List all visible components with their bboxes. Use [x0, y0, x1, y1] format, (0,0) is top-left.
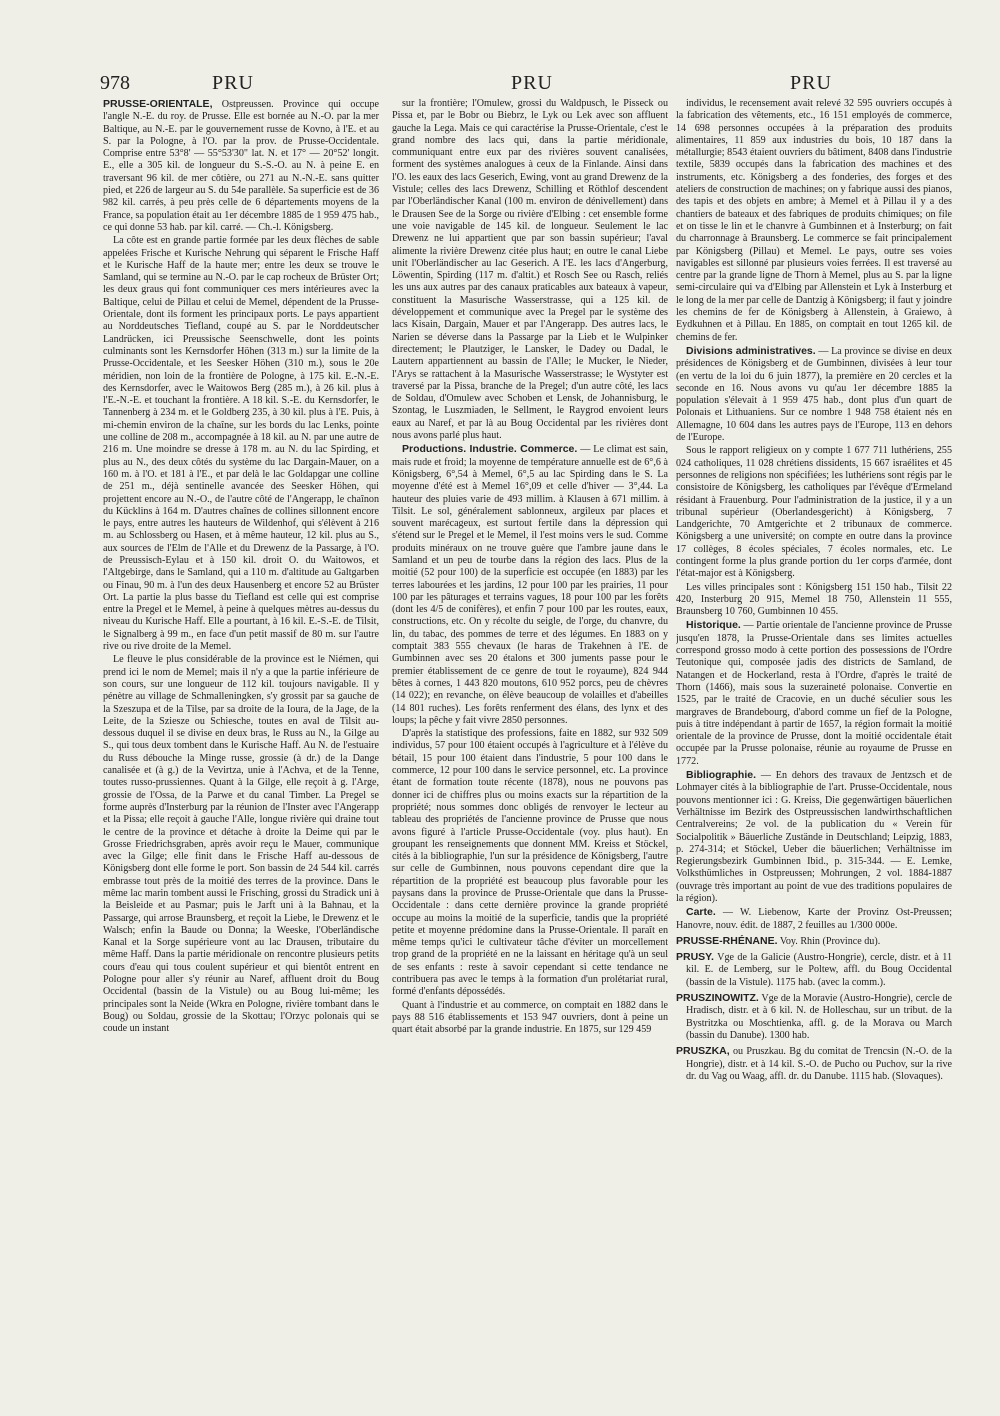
paragraph-text: — En dehors des travaux de Jentzsch et de Lohmayer cités à la bibliographie de l'art. Prusse-Occidentale, nous pouvons mentionner ici : G. Kreiss, Die gegenwärtigen bäuerlichen Verhältnisse im Bezirk des Ostpreussischen landwirthschaftlichen Centralvereins; 2e vol. de la publication du « Verein für Socialpolitik » Bäuerliche Zustände in Deutschland; Leipzig, 1883, p. 274-314; et Stöckel, Ueber die bäuerlichen; Verhältnisse im Regierungsbezirk Gumbinnen Ibid., p. 315-344. — E. Lemke, Volksthümliches in Ostpreussen; Mohrungen, 2 vol. 1884-1887 (ouvrage très important au point de vue des traditions populaires de la région).: [676, 770, 952, 904]
headword-left: PRU: [212, 72, 254, 94]
paragraph-text: — La province se divise en deux présidences de Königsberg et de Gumbinnen, divisées à leur tour (en vertu de la loi du 6 juin 1877), la première en 20 cercles et la seconde en 16. Nous avons vu qu'au 1er décembre 1885 la population s'élevait à 1 959 475 hab., dont plus d'un quart de Polonais et Lithuaniens. Sur ce nombre 1 948 758 étaient nés en Allemagne, 10 604 dans les autres pays de l'Europe, 113 en dehors de l'Europe.: [676, 345, 952, 444]
entry-headword: PRUSZINOWITZ.: [676, 992, 759, 1005]
paragraph: [103, 98, 379, 234]
paragraph: [392, 728, 668, 999]
paragraph: [392, 443, 668, 727]
paragraph: [676, 582, 952, 619]
paragraph-text: — W. Liebenow, Karte der Provinz Ost-Preussen; Hanovre, nouv. édit. de 1887, 2 feuilles au 1/300 000e.: [676, 907, 952, 931]
paragraph-text: D'après la statistique des professions, faite en 1882, sur 932 509 individus, 57 pour 100 étaient occupés à l'agriculture et à l'élève du bétail, 15 pour 100 étaient dans l'industrie, 5 pour 100 dans le commerce, 12 pour 100 dans le service personnel, etc. La province étant de formation toute récente (1878), nous ne pouvons pas donner ici de chiffres plus ou moins exacts sur la répartition de la propriété; nous sommes donc obligés de renvoyer le lecteur au tableau des propriétés de l'ancienne province de Prusse que nous avons figuré à l'article Prusse-Occidentale (voy. plus haut). En groupant les renseignements que donnent MM. Kreiss et Stöckel, cités à la bibliographie, l'un sur la présidence de Königsberg, l'autre sur celle de Gumbinnen, nous pouvons cependant dire que la répartition de la propriété est beaucoup plus favorable pour les paysans dans la province de Prusse-Orientale que dans la Prusse-Occidentale : dans cette dernière province la grande propriété occupe au moins la moitié de la superficie, tandis que la propriété petite et moyenne prédomine dans la Prusse-Orientale. Il paraît en même temps qu'ici le cultivateur tâche d'éviter un morcellement trop grand de la propriété en ne la laissant en héritage qu'à un seul de ses enfants : reste à savoir cependant si cette tendance ne contribuera pas avec le temps à la formation d'un prolétariat rural, formé d'enfants dépossédés.: [392, 728, 668, 998]
paragraph-text: sur la frontière; l'Omulew, grossi du Waldpusch, le Pisseck ou Pissa et, par le Bobr ou Biebrz, le Lyk ou Lek avec son affluent gauche la Lega. Mais ce qui caractérise la Prusse-Orientale, c'est le grand nombre des lacs qui, dans la partie méridionale, communiquant entre eux par des rivières souvent canalisées, forment des systèmes analogues à ceux de la Finlande. Ainsi dans l'O. les eaux des lacs Geserich, Ewing, vont au grand Drewenz de la Vistule; celles des lacs Drewenz, Schilling et Röthlof descendent par l'Oberländischer Kanal (100 m. environ de dénivellement) dans le Drausen See de la Sorge ou rivière d'Elbing : cet ensemble forme une voie navigable de 145 kil. de longueur. Seulement le lac Drewenz ne lui appartient que par son bassin supérieur; l'aval alimente la rivière Drewenz citée plus haut; en outre le canal Liebe unit l'Oberländischer au lac Geserich. A l'E. les lacs d'Angerburg, Löwentin, Spirding (117 m. d'altit.) et Rosch See ou Rasch, reliés les uns aux autres par des canaux praticables aux bateaux à vapeur, constituent la Masurische Wasserstrasse, qui a 125 kil. de développement et communique avec la Pregel par le système des lacs Kisain, Dargain, Mauer et par l'Angerapp. Des autres lacs, le Narien se déverse dans la Passarge par la Lieb et le Wulpinker directement; le Plautziger, le Lansker, le Dadey ou Dadal, le Lautern appartiennent au bassin de l'Alle; le Mucker, le Nieder, l'Arys se rattachent à la Masurische Wasserstrasse; le Wystyter est traversé par la Pissa, branche de la Pregel; d'un autre côté, les lacs de Soldau, d'Omulew avec Schoben et Lensk, de Johannisburg, le Szontag, le Luszmiaden, le Sellment, le Raygrod envoient leurs eaux au Naref, et par là au Boug Occidental par les rivières dont nous avons parlé plus haut.: [392, 98, 668, 442]
page-number: 978: [100, 72, 130, 94]
text-column-right: [676, 98, 952, 1368]
paragraph: [103, 654, 379, 1035]
paragraph-text: Vge de la Moravie (Austro-Hongrie), cercle de Hradisch, distr. et à 6 kil. N. de Holleschau, sur un tribut. de la Bystritzka ou Moschtienka, affl. g. de la Morava ou March (bassin du Danube). 1300 hab.: [686, 993, 952, 1041]
paragraph: [676, 345, 952, 444]
entry-headword: PRUSY.: [676, 951, 714, 964]
paragraph: [103, 235, 379, 653]
paragraph-text: — Le climat est sain, mais rude et froid; la moyenne de température annuelle est de 6°,6 à Königsberg, 6°,54 à Memel, 6°,5 au lac Spirding dans le S. La moyenne d'été est à Memel 16°,09 et celle d'hiver — 3°,44. La hauteur des pluies varie de 493 millim. à Klausen à 671 millim. à Tilsit. Le sol, généralement sablonneux, argileux par places et souvent marécageux, est surtout fertile dans la dépression qui s'étend sur le Pregel et le Memel, il l'est moins vers le sud. Comme produits minéraux on ne trouve guère que l'ambre jaune dans le Samland et un peu de tourbe dans la région des lacs. Plus de la moitié (52 pour 100) de la superficie est occupée (en 1883) par les terres labourées et les jardins, 12 pour 100 par les prairies, 11 pour 100 par les pâturages et terrains vagues, 18 pour 100 par les forêts (dont les 4/5 de conifères), et enfin 7 pour 100 par les routes, eaux, constructions, etc. On y récolte du seigle, de l'orge, du chanvre, du lin, du tabac, des pommes de terre et des légumes. En 1883 on y comptait 383 555 chevaux (le haras de Trakehnen à l'E. de Gumbinnen avec ses 20 étalons et 300 juments passe pour le premier établissement de ce genre de tout le royaume), 824 944 bêtes à cornes, 1 443 820 moutons, 610 952 porcs, peu de chèvres (14 022); en revanche, on élève beaucoup de volailles et d'abeilles (14 801 ruches). Les forêts renferment des élans, des lynx et des loups; la pêche y fait vivre 2850 personnes.: [392, 444, 668, 726]
paragraph-text: — Partie orientale de l'ancienne province de Prusse jusqu'en 1878, la Prusse-Orientale dans ses limites actuelles correspond grosso modo à cette portion des possessions de l'Ordre Teutonique qui, composée jadis des districts de Samland, de Natangen et de Hockerland, resta à l'Ordre, d'après le traité de Thorn (1466), mais sous la suzeraineté polonaise. Convertie en 1525, par le traité de Cracovie, en un duché séculier sous les margraves de Brandebourg, d'abord comme un fief de la Pologne, puis à titre indépendant à partir de 1657, la région formait la moitié orientale de la province de Prusse, dont la moitié occidentale était occupée par la Prusse polonaise, réunie au royaume de Prusse en 1772.: [676, 620, 952, 767]
paragraph-text: Ostpreussen. Province qui occupe l'angle N.-E. du roy. de Prusse. Elle est bornée au N.-O. par la mer Baltique, au N.-E. par le gouvernement russe de Kovno, à l'E. et au S. par la Pologne, à l'O. par la prov. de Prusse-Occidentale. Comprise entre 53°8' — 55°53'30" lat. N. et 17° — 20°52' longit. E., elle a 305 kil. de longueur du S.-S.-O. au N. à peine E. en traversant 96 kil. de mer côtière, ou 271 au N.-N.-E. sans quitter pied, et 226 de largeur au S. du 54e parallèle. Sa superficie est de 36 982 kil. carrés, à peu près celle de 6 départements moyens de la France, sa population était au 1er décembre 1885 de 1 959 475 hab., ce qui donne 53 hab. par kil. carré. — Ch.-l. Königsberg.: [103, 99, 379, 233]
paragraph: [676, 445, 952, 580]
paragraph-text: Sous le rapport religieux on y compte 1 677 711 luthériens, 255 024 catholiques, 11 028 chrétiens dissidents, 15 667 israélites et 45 personnes de religions non spécifiées; les luthériens sont régis par le consistoire de Königsberg, les catholiques par l'évêque d'Ermeland résidant à Frauenburg. Pour l'administration de la justice, il y a un tribunal supérieur (Oberlandesgericht) à Königsberg, 7 Landgerichte, 70 Amtgerichte et 2 tribunaux de commerce. Königsberg a une université; on compte en outre dans la province 17 collèges, 8 écoles spéciales, 7 écoles normales, etc. Le contingent forme la plus grande portion du 1er corps d'armée, dont l'état-major est à Königsberg.: [676, 445, 952, 580]
paragraph: [392, 98, 668, 442]
paragraph: [676, 98, 952, 344]
running-header: [0, 64, 1000, 94]
paragraph-text: Le fleuve le plus considérable de la province est le Niémen, qui prend ici le nom de Memel; mais il n'y a que la partie inférieure de son cours, sur une longueur de 112 kil. toujours navigable. Il y pénètre au village de Schmalleningken, s'y grossit par sa gauche de la Szeszupa et de la Tilse, par sa droite de la Ioura, de la Jage, de la Leite, de la Sziesze ou Schiesche, toutes en aval de Tilsit au-dessous duquel il se divise en deux bras, le Russ au N., la Gilge au S., qui tous deux tombent dans le Kurische Haff. Au N. de l'estuaire du Russ débouche la Minge russe, grossie (à dr.) de la Dange canalisée et (à g.) de la Vevirtza, unie à l'Achva, et de la Tenne, toutes russo-prussiennes. Quant à la Gilge, elle reçoit à g. l'Arge, grossie de l'Ossa, de la Parwe et du canal Timber. La Pregel se forme auprès d'Insterburg par la réunion de l'Inster avec l'Angerapp et la Pissa; elle reçoit à gauche l'Alle, longue rivière qui draine tout le centre de la province et détache à droite la Deime qui par le Grosse Friedrichsgraben, après avoir reçu le Mauer, communique avec la Gilge; elle finit dans le Frische Haff au-dessous de Königsberg dont elle forme le port. Son bassin de 24 544 kil. carrés embrasse tout près de la moitié des terres de la province. Dans le même lac marin tombent aussi le Frisching, grossi du Stradick uni à la Beisleide et au Pasmar; puis le Jarft uni à la Bahnau, et la Passarge, qui arrose Braunsberg, et reçoit la Liebe, le Drewenz et le Walsch; enfin la Baude ou Donna; la Weeske, l'Oberländische Kanal et la Sorge supérieure vont au lac Drausen, tributaire du même Haff. Dans la partie méridionale on rencontre plusieurs petits cours d'eau qui tous coulent supérieur et qui bientôt entrent en Pologne pour aller s'y réunir au Naref, affluent droit du Boug Occidental (bassin de la Vistule) ou au Boug lui-même; les principales sont la Neide (Wkra en Pologne, rivière tombant dans le Boug) ou Soldau, grossie de la Skottau; l'Orzyc polonais qui se coude un instant: [103, 654, 379, 1035]
dictionary-entry: [676, 992, 952, 1042]
text-column-left: [103, 98, 379, 1368]
headword-right: PRU: [790, 72, 832, 94]
paragraph: [676, 619, 952, 768]
entry-headword: Productions. Industrie. Commerce.: [402, 443, 578, 456]
entry-headword: PRUSSE-ORIENTALE,: [103, 98, 213, 110]
dictionary-entry: [676, 935, 952, 948]
entry-headword: PRUSZKA,: [676, 1045, 730, 1058]
paragraph-text: Voy. Rhin (Province du).: [777, 935, 881, 947]
dictionary-entry: [676, 1045, 952, 1083]
entry-headword: Divisions administratives.: [686, 344, 816, 357]
paragraph-text: individus, le recensement avait relevé 32 595 ouvriers occupés à la fabrication des vêtements, etc., 16 151 employés de commerce, 14 698 personnes occupées à la préparation des produits alimentaires, 11 859 aux industries du bois, 10 187 dans la métallurgie; 8543 étaient ouvriers du bâtiment, 8408 dans l'industrie textile, 5839 occupés dans la fabrication des machines et des instruments, etc. Königsberg a des fonderies, des forges et des ateliers de construction de machines; on y fabrique aussi des pianos, des tapis et des objets en ambre; à Memel et à Pillau il y a des chantiers de bateaux et des fabriques de produits chimiques; on file et on tisse le lin et le chanvre à Gumbinnen et à Insterburg; on fait du charronnage à Braunsberg. Le commerce se fait principalement par Königsberg (Pillau) et Memel. Le pays, outre ses voies navigables est sillonné par plusieurs voies ferrées. Il est traversé au centre par la grande ligne de Thorn à Memel, plus au S. par la ligne semi-circulaire qui va d'Elbing par Allenstein et Lyk à Insterburg et le long de la mer par celle de Dantzig à Königsberg; il faut y joindre les chemins de fer de Königsberg à Allenstein, à Graiewo, à Eydkuhnen et à Pillau. En 1885, on comptait en tout 1265 kil. de chemins de fer.: [676, 98, 952, 343]
entry-headword: Bibliographie.: [686, 769, 757, 782]
paragraph: [392, 1000, 668, 1037]
paragraph-text: Quant à l'industrie et au commerce, on comptait en 1882 dans le pays 88 516 établissements et 153 947 ouvriers, dont à peine un quart était absorbé par la grande industrie. En 1875, sur 129 459: [392, 999, 668, 1036]
entry-headword: PRUSSE-RHÉNANE.: [676, 934, 778, 947]
dictionary-entry: [676, 951, 952, 989]
headword-center: PRU: [511, 72, 553, 94]
paragraph-text: La côte est en grande partie formée par les deux flèches de sable appelées Frische et Kurische Nehrung qui séparent le Frische Haff et le Kurische Haff de la haute mer; entre les deux se trouve le Samland, qui se termine au N.-O. par le cap rocheux de Brüster Ort; les deux graus qui font communiquer ces mers intérieures avec la Baltique, celui de Pillau et celui de Memel, dépendent de la Prusse-Orientale, dont ils forment les principaux ports. Le pays appartient au Norddeutsches Tiefland, coupé au S. par le Norddeutscher Landrücken, ici Preussische Seenschwelle, dont les points culminants sont les Kernsdorfer Höhen (313 m.) sur la limite de la Prusse-Occidentale, et les Seesker Höhen (310 m.), sous le 20e méridien, non loin de la frontière de Pologne, à 175 kil. E.-N.-E. des Kernsdorfer, avec le Waitowos Berg (285 m.), à 26 kil. plus à l'E.-N.-E. et touchant la frontière. A 18 kil. S.-E. du Kernsdorfer, le Tannenberg à 234 m. et le Goldberg 235, à 30 kil. plus à l'E. Puis, à mi-chemin environ de la chaîne, sur les bords du lac Lenks, pointe une colline de 208 m., accompagnée à 18 kil. au N. par une autre de 216 m. Une moindre se dresse à 178 m. au N. du lac Spirding, et plus au N., des deux côtés du système du lac Dargain-Mauer, on a 160 m. à l'O. et 181 à l'E., et par delà le lac Goldapgar une colline de 251 m., déjà sentinelle avancée des Seesker Höhen, qui projettent encore au N.-O., de l'autre côté de l'Angerapp, le chaînon du Kücklins à 164 m. D'autres chaînes de collines sillonnent encore le pays, entre autres les hauteurs de Wildenhof, qui s'élèvent à 216 m. au Schlossberg ou Hasen, et à même hauteur, 12 kil. plus au S., aux sources de l'Elm de l'Alle et du Drewenz de la Passarge, à l'O. de Preussisch-Eylau et à 150 kil. droit O. du Waitowos, et l'Altgebirge, dans le Samland, qui a 110 m. d'altitude au Galtgarben ou Finau, 90 m. à l'un des deux Hausenberg et encore 52 au Brüster Ort. La partie la plus basse du Tiefland est celle qui est comprise entre la Pregel et le Memel, à peine à quelques mètres au-dessus du niveau du Kurische Haff. Elle a pourtant, à 16 kil. E.-S.-E. de Tilsit, le Signalberg à 99 m., en face d'un petit massif de 80 m. sur l'autre rive ou rive droite de la Memel.: [103, 235, 379, 653]
entry-headword: Carte.: [686, 906, 716, 919]
text-column-middle: [392, 98, 668, 1368]
paragraph-text: Les villes principales sont : Königsberg 151 150 hab., Tilsit 22 420, Insterburg 20 915, Memel 18 750, Allenstein 11 555, Braunsberg 10 760, Gumbinnen 10 455.: [676, 581, 952, 618]
paragraph: [676, 769, 952, 905]
paragraph-text: ou Pruszkau. Bg du comitat de Trencsin (N.-O. de la Hongrie), distr. et à 14 kil. S.-O. de Pucho ou Puchov, sur la rive dr. du Vag ou Waag, affl. dr. du Danube. 1115 hab. (Slovaques).: [686, 1046, 952, 1082]
paragraph: [676, 906, 952, 932]
entry-headword: Historique.: [686, 619, 741, 632]
paragraph-text: Vge de la Galicie (Austro-Hongrie), cercle, distr. et à 11 kil. E. de Lemberg, sur le Poltew, affl. du Boug Occidental (bassin de la Vistule). 1175 hab. (avec la comm.).: [686, 952, 952, 988]
